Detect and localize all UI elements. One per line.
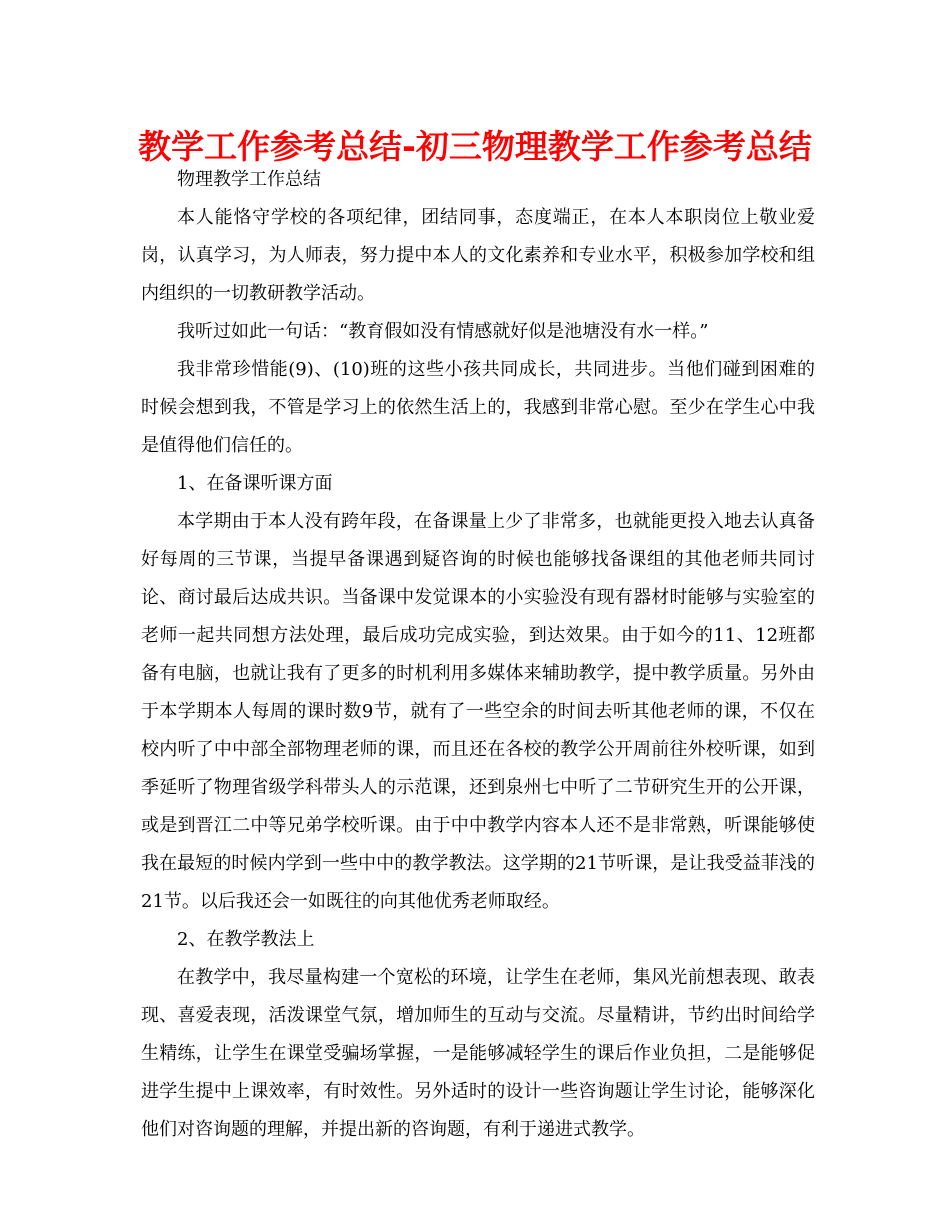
- body-paragraph: 我听过如此一句话：“教育假如没有情感就好似是池塘没有水一样。”: [177, 321, 709, 342]
- body-paragraph: 本人能恪守学校的各项纪律，团结同事，态度端正，在本人本职岗位上敬业爱岗，认真学习，为人师表，努力提中本人的文化素养和专业水平，积极参加学校和组内组织的一切教研教学活动。: [141, 207, 815, 304]
- document-body: [141, 161, 815, 1149]
- document-title: 教学工作参考总结-初三物理教学工作参考总结: [138, 127, 812, 166]
- body-paragraph: 本学期由于本人没有跨年段，在备课量上少了非常多，也就能更投入地去认真备好每周的三节课，当提早备课遇到疑咨询的时候也能够找备课组的其他老师共同讨论、商讨最后达成共识。当备课中发觉课本的小实验没有现有器材时能够与实验室的老师一起共同想方法处理，最后成功完成实验，到达效果。由于如今的11、12班都备有电脑，也就让我有了更多的时机利用多媒体来辅助教学，提中教学质量。另外由于本学期本人每周的课时数9节，就有了一些空余的时间去听其他老师的课，不仅在校内听了中中部全部物理老师的课，而且还在各校的教学公开周前往外校听课，如到季延听了物理省级学科带头人的示范课，还到泉州七中听了二节研究生开的公开课，或是到晋江二中等兄弟学校听课。由于中中教学内容本人还不是非常熟，听课能够使我在最短的时候内学到一些中中的教学教法。这学期的21节听课，是让我受益菲浅的21节。以后我还会一如既往的向其他优秀老师取经。: [141, 511, 815, 912]
- section-heading: 物理教学工作总结: [177, 169, 321, 190]
- section-heading: 1、在备课听课方面: [177, 473, 333, 494]
- body-paragraph: 在教学中，我尽量构建一个宽松的环境，让学生在老师，集风光前想表现、敢表现、喜爱表现，活泼课堂气氛，增加师生的互动与交流。尽量精讲，节约出时间给学生精练，让学生在课堂受骗场掌握，一是能够减轻学生的课后作业负担，二是能够促进学生提中上课效率，有时效性。另外适时的设计一些咨询题让学生讨论，能够深化他们对咨询题的理解，并提出新的咨询题，有利于递进式教学。: [141, 967, 815, 1140]
- body-paragraph: 我非常珍惜能(9)、(10)班的这些小孩共同成长，共同进步。当他们碰到困难的时候会想到我，不管是学习上的依然生活上的，我感到非常心慰。至少在学生心中我是值得他们信任的。: [141, 359, 815, 456]
- section-heading: 2、在教学教法上: [177, 929, 315, 950]
